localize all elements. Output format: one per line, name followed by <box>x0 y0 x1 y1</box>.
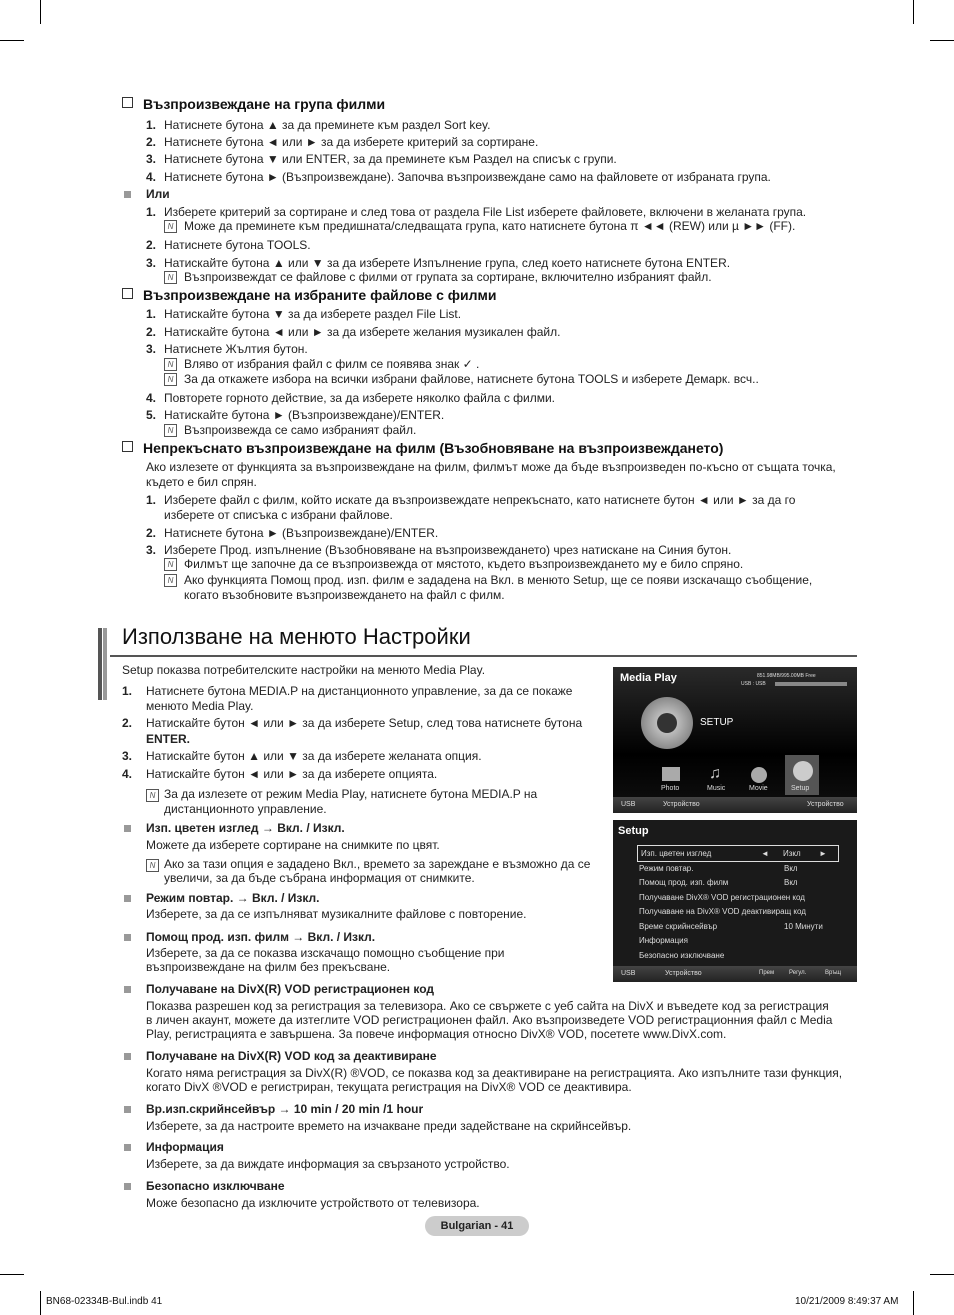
option-desc: Изберете, за да се показва изскачащо помощно съобщение при <box>146 946 505 960</box>
setup-row-label[interactable]: Помощ прод. изп. филм <box>639 878 729 887</box>
section-heading <box>122 287 496 303</box>
step-text: ENTER. <box>146 732 191 746</box>
square-bullet-icon <box>124 1053 131 1060</box>
step-number: 1. <box>146 307 157 321</box>
note-text: Възпроизвежда се само избраният файл. <box>184 423 417 437</box>
step-text: Натиснете бутона ▼ или ENTER, за да преминете към Раздел на списък с групи. <box>164 152 617 166</box>
crop-mark <box>0 40 24 41</box>
step-text: Натиснете бутона ▲ за да преминете към раздел Sort key. <box>164 118 491 132</box>
step-number: 5. <box>146 408 157 422</box>
step-number: 3. <box>146 256 157 270</box>
note-text: Ако за тази опция е зададено Вкл., времето за зареждане е възможно да се <box>164 857 591 871</box>
gear-hub-icon <box>657 713 677 733</box>
media-play-screen <box>613 667 857 813</box>
or-label: Или <box>146 187 170 201</box>
screen-bottom-bar <box>613 797 857 813</box>
note-icon: N <box>164 271 177 284</box>
heading-text: Непрекъснато възпроизвеждане на филм (Възобновяване на възпроизвеждането) <box>143 440 724 456</box>
step-text: Натиснете бутона ► (Възпроизвеждане). Започва възпроизвеждане само на файловете от избраната група. <box>164 170 771 184</box>
note-icon: N <box>146 789 159 802</box>
setup-row-value: Вкл <box>784 878 798 887</box>
section-heading <box>122 440 723 456</box>
icon-label-photo[interactable]: Photo <box>661 785 680 792</box>
step-text: Натиснете Жълтия бутон. <box>164 342 308 356</box>
step-number: 1. <box>122 684 133 698</box>
right-arrow-icon: ► <box>819 849 827 858</box>
step-number: 1. <box>146 493 157 507</box>
crop-mark <box>0 1274 24 1275</box>
bar-device: Устройство <box>663 801 700 808</box>
note-icon: N <box>164 574 177 587</box>
note-text: Филмът ще започне да се възпроизвежда от мястото, където възпроизвеждането му е било спряно. <box>184 557 744 571</box>
option-title: Режим повтар. → Вкл. / Изкл. <box>146 891 320 905</box>
note-text: дистанционното управление. <box>164 802 327 816</box>
option-title: Получаване на DivX(R) VOD регистрационен код <box>146 982 435 996</box>
square-bullet-icon <box>124 191 131 198</box>
step-number: 1. <box>146 205 157 219</box>
option-desc: Изберете, за да настроите времето на изчакване преди задействане на скрийнсейвър. <box>146 1119 632 1133</box>
setup-row-label[interactable]: Информация <box>639 936 688 945</box>
step-text: Натиснете бутона ► (Възпроизвеждане)/ENTER. <box>164 526 439 540</box>
note-icon: N <box>164 373 177 386</box>
note-icon: N <box>164 558 177 571</box>
page-title: Използване на менюто Настройки <box>122 624 471 649</box>
option-desc: Изберете, за да се изпълняват музикалните файлове с повторение. <box>146 907 527 921</box>
crop-mark <box>913 0 914 24</box>
note-text: увеличи, за да бъде събрана информация от снимките. <box>164 871 475 885</box>
hint-return: Връщ <box>825 970 842 976</box>
storage-bar <box>775 682 847 686</box>
movie-icon <box>751 767 767 783</box>
crop-mark <box>913 1291 914 1315</box>
option-desc: Можете да изберете сортиране на снимките по цвят. <box>146 838 440 852</box>
setup-row-value: Вкл <box>784 864 798 873</box>
screen-bottom-bar <box>613 966 857 982</box>
screen-title: Media Play <box>620 672 677 684</box>
heading-text: Възпроизвеждане на избраните файлове с филми <box>143 287 497 303</box>
checkbox-bullet-icon <box>122 97 133 108</box>
note-text: Възпроизвеждат се файлове с филми от групата за сортиране, включително избраният файл. <box>184 270 712 284</box>
icon-label-movie[interactable]: Movie <box>749 785 768 792</box>
setup-row-value: 10 Минути <box>784 922 823 931</box>
step-text: Натиснете бутона MEDIA.P на дистанционното управление, за да се покаже <box>146 684 573 698</box>
square-bullet-icon <box>124 1183 131 1190</box>
setup-row-label[interactable]: Изп. цветен изглед <box>641 849 712 858</box>
heading-text: Възпроизвеждане на група филми <box>143 96 386 112</box>
option-desc: възпроизвеждане на филм без прекъсване. <box>146 960 391 974</box>
note-icon: N <box>164 358 177 371</box>
crop-mark <box>40 1291 41 1315</box>
icon-label-setup[interactable]: Setup <box>791 785 810 792</box>
step-text: менюто Media Play. <box>146 699 254 713</box>
title-divider <box>110 655 857 657</box>
note-text: За да излезете от режим Media Play, натиснете бутона MEDIA.P на <box>164 787 538 801</box>
setup-row-value: Изкл <box>783 849 801 858</box>
step-text: Изберете критерий за сортиране и след това от раздела File List изберете файловете, включени в желаната група. <box>164 205 807 219</box>
section-heading <box>122 96 385 112</box>
step-number: 4. <box>146 170 157 184</box>
option-title: Вр.изп.скрийнсейвър → 10 min / 20 min /1 hour <box>146 1102 424 1116</box>
step-text: Натискайте бутон ▲ или ▼ за да изберете желаната опция. <box>146 749 482 763</box>
square-bullet-icon <box>124 895 131 902</box>
hint-move: Прем <box>759 970 775 976</box>
step-text: Натискайте бутон ◄ или ► за да изберете Setup, след това натиснете бутона <box>146 716 583 730</box>
music-icon: ♫ <box>709 765 721 782</box>
setup-icon <box>793 761 813 781</box>
bar-usb: USB <box>621 970 636 977</box>
step-text: Натиснете бутона ◄ или ► за да изберете критерий за сортиране. <box>164 135 539 149</box>
usb-label: USB : USB <box>741 681 766 687</box>
step-text: Натискайте бутона ► (Възпроизвеждане)/ENTER. <box>164 408 445 422</box>
setup-row-label[interactable]: Получаване DivX® VOD регистрационен код <box>639 893 805 902</box>
step-number: 3. <box>146 152 157 166</box>
bar-device: Устройство <box>665 970 702 977</box>
step-number: 2. <box>122 716 133 730</box>
option-title: Безопасно изключване <box>146 1179 285 1193</box>
option-desc: Показва разрешен код за регистрация за телевизора. Ако се свържете с уеб сайта на DivX и въведете код за регистрация <box>146 999 829 1013</box>
step-text: Изберете Прод. изпълнение (Възобновяване на възпроизвеждането) чрез натискане на Синия бутон. <box>164 543 732 557</box>
left-arrow-icon: ◄ <box>761 849 769 858</box>
bar-device-right: Устройство <box>807 801 844 808</box>
step-text: изберете от списъка с избрани файлове. <box>164 508 393 522</box>
crop-mark <box>930 40 954 41</box>
step-number: 2. <box>146 238 157 252</box>
title-accent-bar <box>103 628 107 700</box>
step-number: 1. <box>146 118 157 132</box>
bar-usb: USB <box>621 801 636 808</box>
note-text: Вляво от избрания файл с филм се появява знак ✓ . <box>184 357 480 371</box>
option-desc: Изберете, за да виждате информация за свързаното устройство. <box>146 1157 510 1171</box>
paragraph: където е бил спрян. <box>146 475 257 489</box>
storage-info: 851.98MB/995.00MB Free <box>757 673 816 679</box>
note-text: когато възобновите възпроизвеждането на файл с филм. <box>184 588 505 602</box>
icon-label-music[interactable]: Music <box>707 785 726 792</box>
hint-adjust: Регул. <box>789 970 807 976</box>
screen-title: Setup <box>618 825 649 837</box>
crop-mark <box>930 1274 954 1275</box>
step-text: Натискайте бутона ▼ за да изберете раздел File List. <box>164 307 462 321</box>
step-number: 2. <box>146 325 157 339</box>
option-desc: в личен акаунт, можете да изтеглите VOD регистрационен файл. Ако възпроизведете VOD регистрационния файл с Media <box>146 1013 833 1027</box>
checkbox-bullet-icon <box>122 288 133 299</box>
note-icon: N <box>164 424 177 437</box>
note-icon: N <box>164 220 177 233</box>
step-text: Повторете горното действие, за да изберете няколко файла с филми. <box>164 391 556 405</box>
print-date: 10/21/2009 8:49:37 AM <box>795 1296 899 1307</box>
setup-row-label[interactable]: Режим повтар. <box>639 864 694 873</box>
option-title: Изп. цветен изглед → Вкл. / Изкл. <box>146 821 345 835</box>
option-title: Информация <box>146 1140 224 1154</box>
square-bullet-icon <box>124 986 131 993</box>
step-number: 4. <box>146 391 157 405</box>
setup-row-label[interactable]: Получаване на DivX® VOD деактивиращ код <box>639 907 806 916</box>
option-desc: Когато няма регистрация за DivX(R) ®VOD, се показва код за деактивиране на регистрацията. Ако изпълните тази функция, <box>146 1066 843 1080</box>
step-number: 3. <box>146 543 157 557</box>
setup-screen <box>613 820 857 982</box>
option-title: Помощ прод. изп. филм → Вкл. / Изкл. <box>146 930 376 944</box>
step-number: 3. <box>146 342 157 356</box>
setup-row-label[interactable]: Безопасно изключване <box>639 951 725 960</box>
square-bullet-icon <box>124 934 131 941</box>
step-number: 2. <box>146 526 157 540</box>
square-bullet-icon <box>124 1106 131 1113</box>
photo-icon <box>662 767 680 781</box>
paragraph: Setup показва потребителските настройки на менюто Media Play. <box>122 663 486 677</box>
checkbox-bullet-icon <box>122 441 133 452</box>
option-desc: когато DivX ®VOD е регистриран, текущата регистрация на DivX® VOD се деактивира. <box>146 1080 632 1094</box>
option-desc: Може безопасно да изключите устройството от телевизора. <box>146 1196 480 1210</box>
note-icon: N <box>146 859 159 872</box>
step-number: 3. <box>122 749 133 763</box>
step-text: Натиснете бутона TOOLS. <box>164 238 311 252</box>
step-text: Натискайте бутон ◄ или ► за да изберете опцията. <box>146 767 438 781</box>
square-bullet-icon <box>124 1144 131 1151</box>
option-desc: Play, регистрацията е завършена. За повече информация относно DivX® VOD, посетете www.DivX.com. <box>146 1027 727 1041</box>
setup-row-label[interactable]: Време скрийнсейвър <box>639 922 718 931</box>
step-text: Натискайте бутона ▲ или ▼ за да изберете Изпълнение група, след което натиснете бутона ENTER. <box>164 256 731 270</box>
note-text: Ако функцията Помощ прод. изп. филм е зададена на Вкл. в менюто Setup, ще се появи изскачащо съобщение, <box>184 573 813 587</box>
crop-mark <box>40 0 41 24</box>
setup-label: SETUP <box>700 717 734 728</box>
step-number: 2. <box>146 135 157 149</box>
file-name: BN68-02334B-Bul.indb 41 <box>46 1296 163 1307</box>
title-accent-bar <box>98 628 102 700</box>
step-text: Натискайте бутона ◄ или ► за да изберете желания музикален файл. <box>164 325 561 339</box>
note-text: Може да преминете към предишната/следващата група, като натиснете бутона π ◄◄ (REW) или µ ►► (FF). <box>184 219 796 233</box>
page-number-badge: Bulgarian - 41 <box>425 1216 529 1236</box>
square-bullet-icon <box>124 825 131 832</box>
step-number: 4. <box>122 767 133 781</box>
option-title: Получаване на DivX(R) VOD код за деактивиране <box>146 1049 437 1063</box>
paragraph: Ако излезете от функцията за възпроизвеждане на филм, филмът може да бъде възпроизведен по-късно от същата точка, <box>146 460 836 474</box>
note-text: За да откажете избора на всички избрани файлове, натиснете бутона TOOLS и изберете Демарк. всч.. <box>184 372 759 386</box>
step-text: Изберете файл с филм, който искате да възпроизвеждате непрекъснато, като натиснете бутон ◄ или ► за да го <box>164 493 796 507</box>
